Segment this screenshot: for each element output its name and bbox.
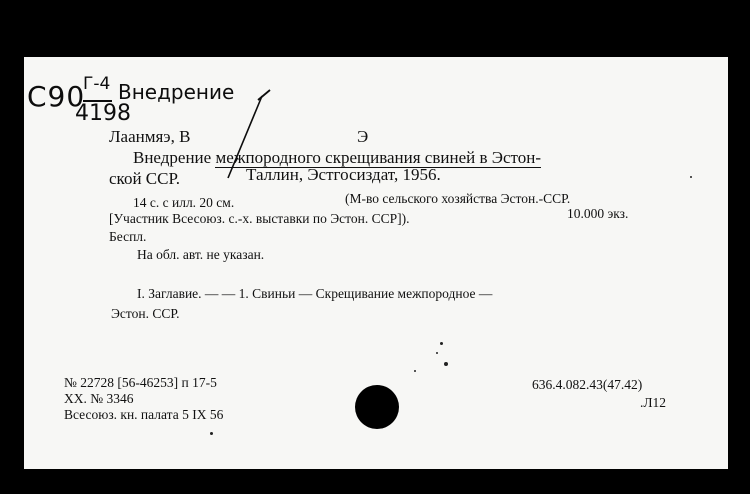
title-start: Внедрение (133, 148, 212, 167)
note: На обл. авт. не указан. (137, 247, 265, 262)
title-underlined: межпородного скрещивания свиней в Эстон- (215, 148, 541, 167)
shelf-fraction-bottom: 4198 (75, 101, 131, 126)
author-letter: Э (357, 127, 369, 146)
author-name: Лаанмяэ, В (109, 127, 191, 146)
registry-number: № 22728 [56-46253] п 17-5 (64, 375, 217, 390)
library-code: .Л12 (640, 395, 667, 410)
speck (690, 176, 692, 178)
speck (440, 342, 443, 345)
imprint: Таллин, Эстгосиздат, 1956. (246, 165, 441, 184)
series-number: XX. № 3346 (64, 391, 134, 406)
udc-code: 636.4.082.43(47.42) (532, 377, 643, 392)
physical-description: 14 с. с илл. 20 см. (133, 195, 235, 210)
speck (436, 352, 438, 354)
series-start: (М-во сельского хозяйства Эстон.-ССР. (345, 191, 571, 206)
speck (210, 432, 213, 435)
speck (414, 370, 416, 372)
title-line-2 (109, 170, 180, 188)
speck (444, 362, 448, 366)
title-cont: ской ССР. (109, 169, 181, 188)
chamber-stamp: Всесоюз. кн. палата 5 IX 56 (64, 407, 224, 422)
shelf-code: С90 (27, 80, 86, 113)
tracing-line-1: I. Заглавие. — — 1. Свиньи — Скрещивание межпородное — (137, 286, 493, 301)
tracing-line-2: Эстон. ССР. (111, 306, 180, 321)
price: Беспл. (109, 229, 147, 244)
punch-hole (355, 385, 399, 429)
copies: 10.000 экз. (567, 206, 629, 221)
series-cont: [Участник Всесоюз. с.-х. выставки по Эстон. ССР]). (109, 211, 410, 226)
shelf-fraction-top: Г-4 (83, 74, 111, 94)
handwritten-title-note: Внедрение (118, 80, 235, 104)
